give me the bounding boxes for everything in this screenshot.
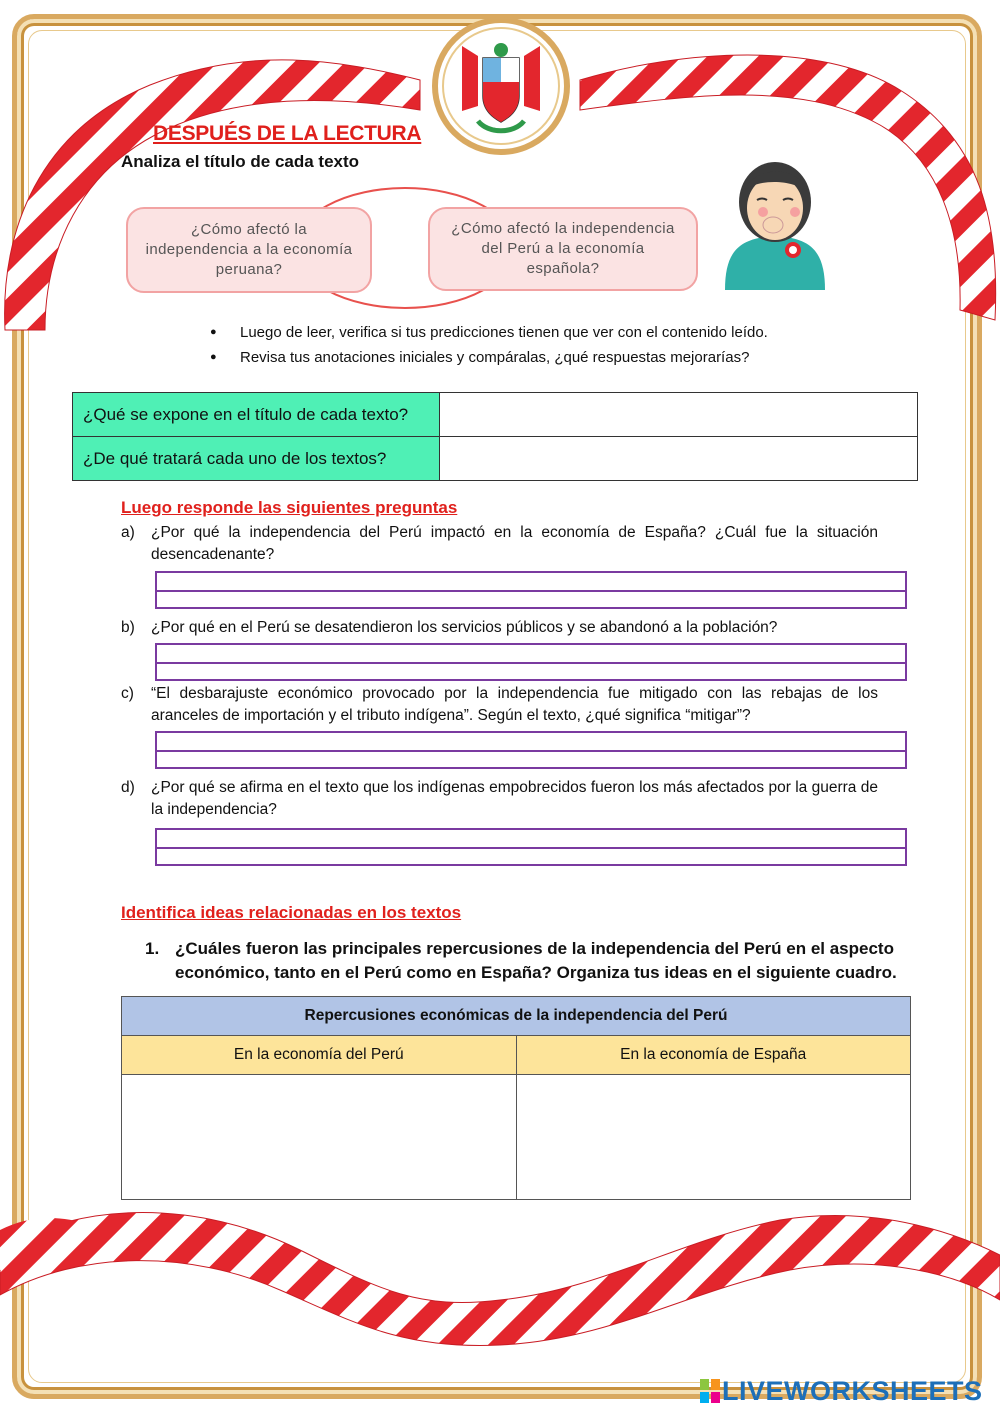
bullet-item: ● Luego de leer, verifica si tus predicciones tienen que ver con el contenido leído.: [210, 320, 768, 345]
coat-of-arms-icon: [428, 16, 574, 156]
column-header-peru: En la economía del Perú: [122, 1036, 517, 1075]
page-subtitle: Analiza el título de cada texto: [121, 152, 360, 171]
bullet-item: ● Revisa tus anotaciones iniciales y compáralas, ¿qué respuestas mejorarías?: [210, 345, 768, 370]
question-text: ¿Por qué se afirma en el texto que los indígenas empobrecidos fueron los más afectados por la guerra de la independencia?: [151, 779, 878, 818]
ideas-question: [145, 937, 905, 985]
question-text: ¿Cuáles fueron las principales repercusiones de la independencia del Perú en el aspecto económico, tanto en el Perú como en España? Organiza tus ideas en el siguiente cuadro.: [175, 939, 897, 982]
answer-lines-b[interactable]: [155, 643, 907, 681]
answer-field[interactable]: [440, 437, 918, 481]
table-question-cell: ¿De qué tratará cada uno de los textos?: [73, 437, 440, 481]
logo-text: LIVEWORKSHEETS: [722, 1376, 983, 1406]
table-header: Repercusiones económicas de la independencia del Perú: [122, 997, 911, 1036]
question-bubble-peru: ¿Cómo afectó la independencia a la economía peruana?: [126, 207, 372, 293]
thinking-girl-illustration: [715, 150, 835, 290]
question-text: “El desbarajuste económico provocado por la independencia fue mitigado con las rebajas de los aranceles de importación y el tributo indígena”. Según el texto, ¿qué significa “mitigar”?: [151, 685, 878, 724]
column-header-spain: En la economía de España: [516, 1036, 911, 1075]
answer-field-peru[interactable]: [122, 1075, 517, 1200]
question-label: d): [121, 779, 135, 796]
title-analysis-table: [72, 392, 918, 481]
logo-icon: [700, 1379, 720, 1403]
answer-field-spain[interactable]: [516, 1075, 911, 1200]
question-d: [121, 777, 878, 821]
question-c: [121, 683, 878, 727]
question-text: ¿Por qué la independencia del Perú impactó en la economía de España? ¿Cuál fue la situación desencadenante?: [151, 524, 878, 563]
question-b: [121, 617, 878, 639]
question-bubble-spain: ¿Cómo afectó la independencia del Perú a la economía española?: [428, 207, 698, 291]
question-label: b): [121, 619, 135, 636]
questions-heading: Luego responde las siguientes preguntas: [121, 498, 458, 517]
instruction-bullets: [210, 320, 768, 370]
question-number: 1.: [145, 939, 160, 958]
question-label: c): [121, 685, 134, 702]
table-question-cell: ¿Qué se expone en el título de cada texto?: [73, 393, 440, 437]
question-text: ¿Por qué en el Perú se desatendieron los servicios públicos y se abandonó a la población?: [151, 619, 778, 636]
answer-field[interactable]: [440, 393, 918, 437]
answer-lines-a[interactable]: [155, 571, 907, 609]
liveworksheets-logo: [700, 1376, 983, 1407]
question-a: [121, 522, 878, 566]
repercussions-table: [121, 996, 911, 1200]
table-row: [73, 393, 918, 437]
ideas-heading: Identifica ideas relacionadas en los textos: [121, 903, 462, 922]
table-row: [73, 437, 918, 481]
question-label: a): [121, 524, 135, 541]
page-title: DESPUÉS DE LA LECTURA: [153, 122, 422, 145]
answer-lines-d[interactable]: [155, 828, 907, 866]
answer-lines-c[interactable]: [155, 731, 907, 769]
